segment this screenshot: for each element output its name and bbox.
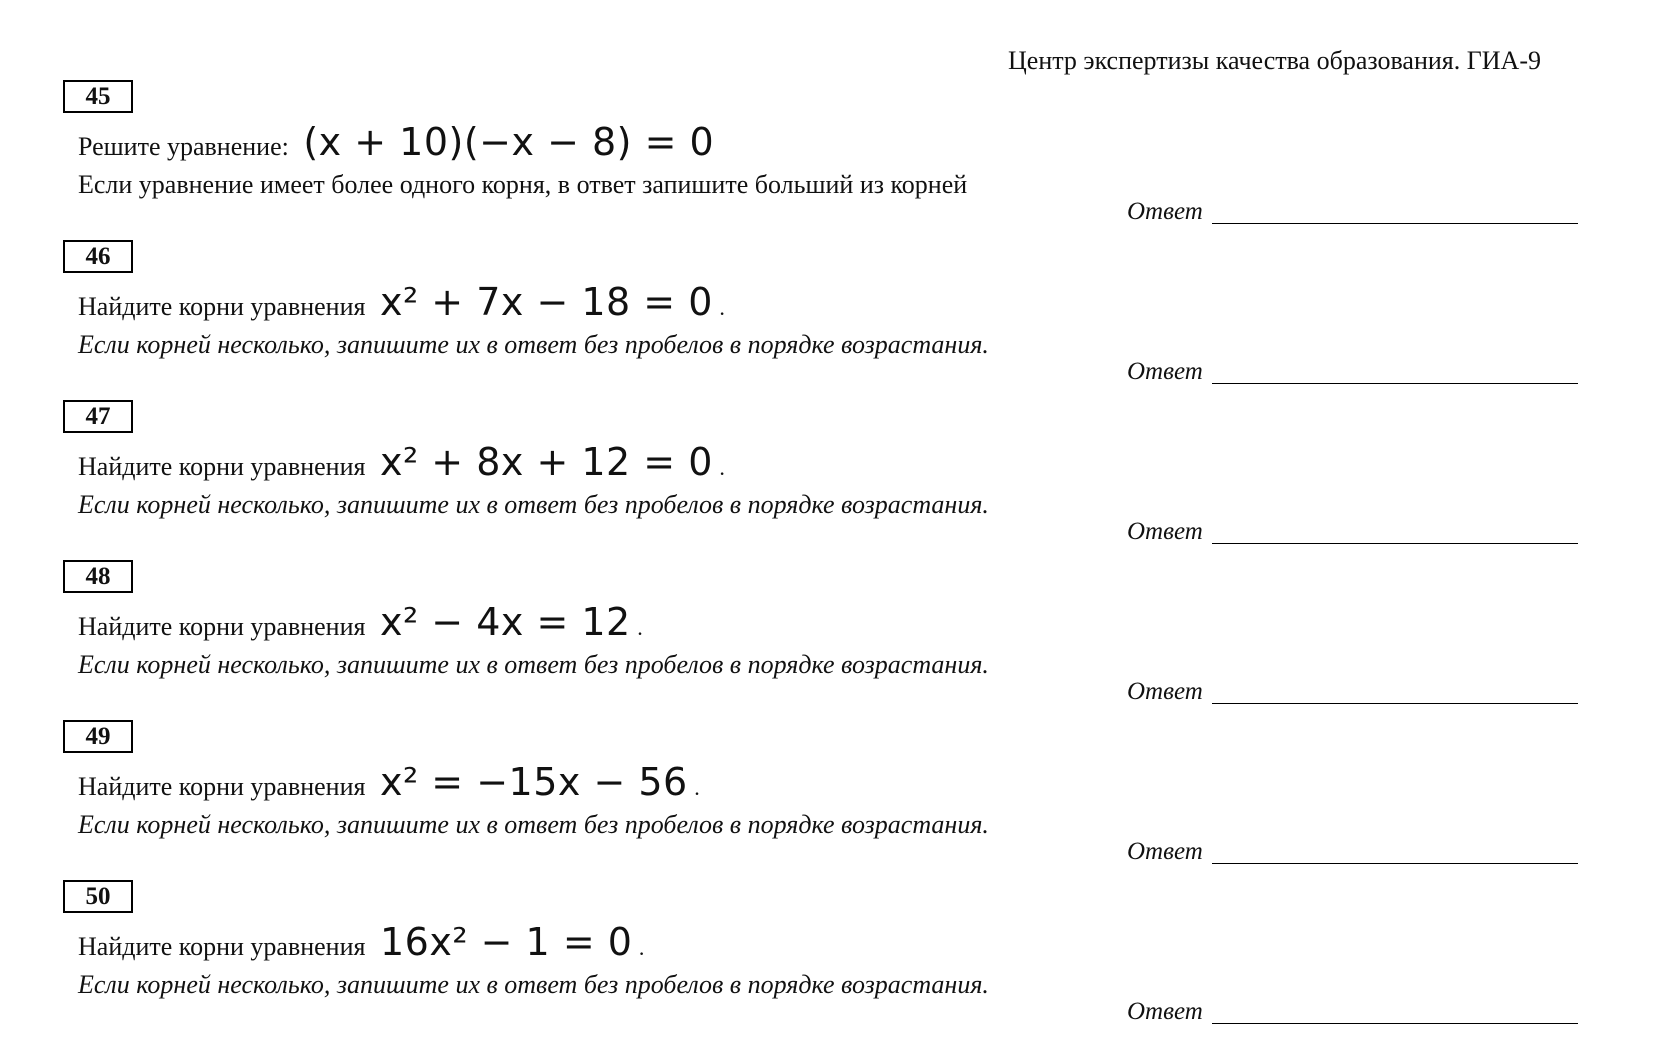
equation: 16x² − 1 = 0 xyxy=(379,920,633,964)
equation: (x + 10)(−x − 8) = 0 xyxy=(303,120,715,164)
task-49 xyxy=(0,720,1654,880)
task-47 xyxy=(0,400,1654,560)
equation-end: . xyxy=(637,615,643,640)
answer-field[interactable] xyxy=(1212,543,1578,544)
task-number: 50 xyxy=(63,880,133,913)
equation-end: . xyxy=(694,775,700,800)
task-note: Если корней несколько, запишите их в ответ без пробелов в порядке возрастания. xyxy=(78,970,989,999)
equation: x² − 4x = 12 xyxy=(379,600,631,644)
task-note: Если корней несколько, запишите их в ответ без пробелов в порядке возрастания. xyxy=(78,650,989,679)
task-prompt: Найдите корни уравнения xyxy=(78,932,366,961)
answer-field[interactable] xyxy=(1212,1023,1578,1024)
task-statement xyxy=(78,760,700,804)
answer-label: Ответ xyxy=(1127,678,1203,705)
task-prompt: Найдите корни уравнения xyxy=(78,772,366,801)
answer-field[interactable] xyxy=(1212,383,1578,384)
task-statement xyxy=(78,600,643,644)
task-prompt: Решите уравнение: xyxy=(78,132,289,161)
equation-end: . xyxy=(719,455,725,480)
task-note: Если уравнение имеет более одного корня, в ответ запишите больший из корней xyxy=(78,170,968,199)
task-50 xyxy=(0,880,1654,1040)
task-prompt: Найдите корни уравнения xyxy=(78,292,366,321)
task-statement xyxy=(78,920,644,964)
task-note: Если корней несколько, запишите их в ответ без пробелов в порядке возрастания. xyxy=(78,490,989,519)
task-note: Если корней несколько, запишите их в ответ без пробелов в порядке возрастания. xyxy=(78,330,989,359)
task-number: 49 xyxy=(63,720,133,753)
task-statement xyxy=(78,280,725,324)
equation-end: . xyxy=(638,935,645,960)
task-number: 47 xyxy=(63,400,133,433)
task-45 xyxy=(0,80,1654,240)
task-number: 46 xyxy=(63,240,133,273)
answer-label: Ответ xyxy=(1127,518,1203,545)
answer-field[interactable] xyxy=(1212,223,1578,224)
answer-label: Ответ xyxy=(1127,838,1203,865)
answer-field[interactable] xyxy=(1212,863,1578,864)
task-note: Если корней несколько, запишите их в ответ без пробелов в порядке возрастания. xyxy=(78,810,989,839)
task-48 xyxy=(0,560,1654,720)
answer-label: Ответ xyxy=(1127,358,1203,385)
answer-field[interactable] xyxy=(1212,703,1578,704)
answer-label: Ответ xyxy=(1127,998,1203,1025)
task-number: 45 xyxy=(63,80,133,113)
task-statement xyxy=(78,120,714,164)
task-number: 48 xyxy=(63,560,133,593)
task-46 xyxy=(0,240,1654,400)
page-header: Центр экспертизы качества образования. ГИА-9 xyxy=(1008,46,1541,75)
equation: x² + 8x + 12 = 0 xyxy=(379,440,713,484)
equation: x² + 7x − 18 = 0 xyxy=(379,280,713,324)
task-prompt: Найдите корни уравнения xyxy=(78,452,366,481)
answer-label: Ответ xyxy=(1127,198,1203,225)
equation: x² = −15x − 56 xyxy=(379,760,688,804)
task-prompt: Найдите корни уравнения xyxy=(78,612,366,641)
task-statement xyxy=(78,440,725,484)
equation-end: . xyxy=(719,295,725,320)
